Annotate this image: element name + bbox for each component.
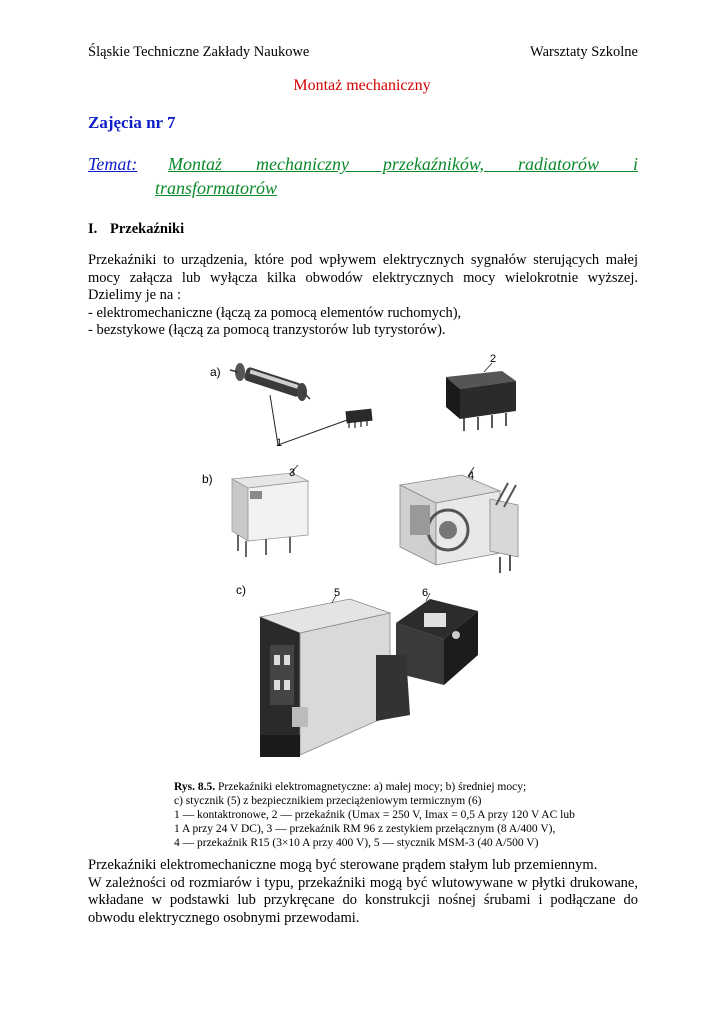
subject-title: Montaż mechaniczny — [293, 77, 431, 94]
paragraph-line: Dzielimy je na : — [88, 287, 182, 303]
topic-title-line1: Montaż mechaniczny przekaźników, radiatorów i — [168, 154, 638, 174]
relay-4-image — [400, 467, 518, 573]
relays-illustration — [200, 355, 570, 780]
relay-2-image — [446, 363, 516, 431]
paragraph-line: wkładane w podstawki lub przykręcane do konstrukcji nośnej śrubami i podłączane do — [88, 892, 638, 908]
caption-line: 1 A przy 24 V DC), 3 — przekaźnik RM 96 z zestykiem przełącznym (8 A/400 V), — [174, 823, 556, 835]
figure-caption — [174, 780, 575, 850]
thermal-overload-6-image — [376, 593, 478, 721]
header-department: Warsztaty Szkolne — [530, 44, 638, 60]
figure-number-2: 2 — [490, 353, 497, 365]
list-item: - bezstykowe (łączą za pomocą tranzystorów lub tyrystorów). — [88, 322, 446, 338]
topic-title-line2: transformatorów — [155, 178, 278, 198]
caption-line: 4 — przekaźnik R15 (3×10 A przy 400 V), 5 — stycznik MSM-3 (40 A/500 V) — [174, 837, 539, 849]
header-school-name: Śląskie Techniczne Zakłady Naukowe — [88, 44, 310, 60]
relays-figure — [200, 355, 570, 780]
intro-paragraph — [88, 252, 638, 340]
lesson-number: Zajęcia nr 7 — [88, 113, 176, 132]
figure-number-4: 4 — [468, 470, 475, 482]
paragraph-line: mocy załącza lub wyłącza kilka obwodów elektrycznych mocy wielokrotnie wyższej. — [88, 269, 638, 286]
list-item: - elektromechaniczne (łączą za pomocą elementów ruchomych), — [88, 304, 462, 321]
relay-mounting-paragraph — [88, 857, 638, 927]
figure-label-a: a) — [210, 365, 221, 379]
figure-number-5: 5 — [334, 587, 341, 599]
relay-3-image — [232, 465, 308, 557]
paragraph-line: Przekaźniki to urządzenia, które pod wpływem elektrycznych sygnałów sterujących małej — [88, 252, 638, 268]
caption-line: c) stycznik (5) z bezpiecznikiem przeciążeniowym termicznym (6) — [174, 795, 482, 807]
contactor-5-image — [260, 595, 390, 757]
section-title: Przekaźniki — [110, 221, 185, 237]
caption-line — [174, 780, 560, 794]
caption-line: 1 — kontaktronowe, 2 — przekaźnik (Umax = 250 V, Imax = 0,5 A przy 120 V AC lub — [174, 809, 575, 821]
topic-label: Temat: — [88, 154, 138, 174]
figure-number-1: 1 — [276, 437, 283, 449]
small-relay-image — [345, 409, 372, 428]
paragraph-line: Przekaźniki elektromechaniczne mogą być sterowane prądem stałym lub przemiennym. — [88, 857, 598, 873]
section-heading — [88, 221, 184, 238]
figure-label-b: b) — [202, 472, 213, 486]
caption-label: Rys. 8.5. — [174, 781, 216, 793]
paragraph-line: W zależności od rozmiarów i typu, przekaźniki mogą być wlutowywane w płytki drukowane, — [88, 874, 638, 891]
figure-number-6: 6 — [422, 587, 429, 599]
figure-number-3: 3 — [289, 467, 296, 479]
paragraph-line: obwodu elektrycznego osobnymi przewodami. — [88, 909, 360, 926]
figure-label-c: c) — [236, 583, 246, 597]
caption-text: Przekaźniki elektromagnetyczne: a) małej mocy; b) średniej mocy; — [218, 781, 527, 793]
section-number: I. — [88, 221, 98, 237]
